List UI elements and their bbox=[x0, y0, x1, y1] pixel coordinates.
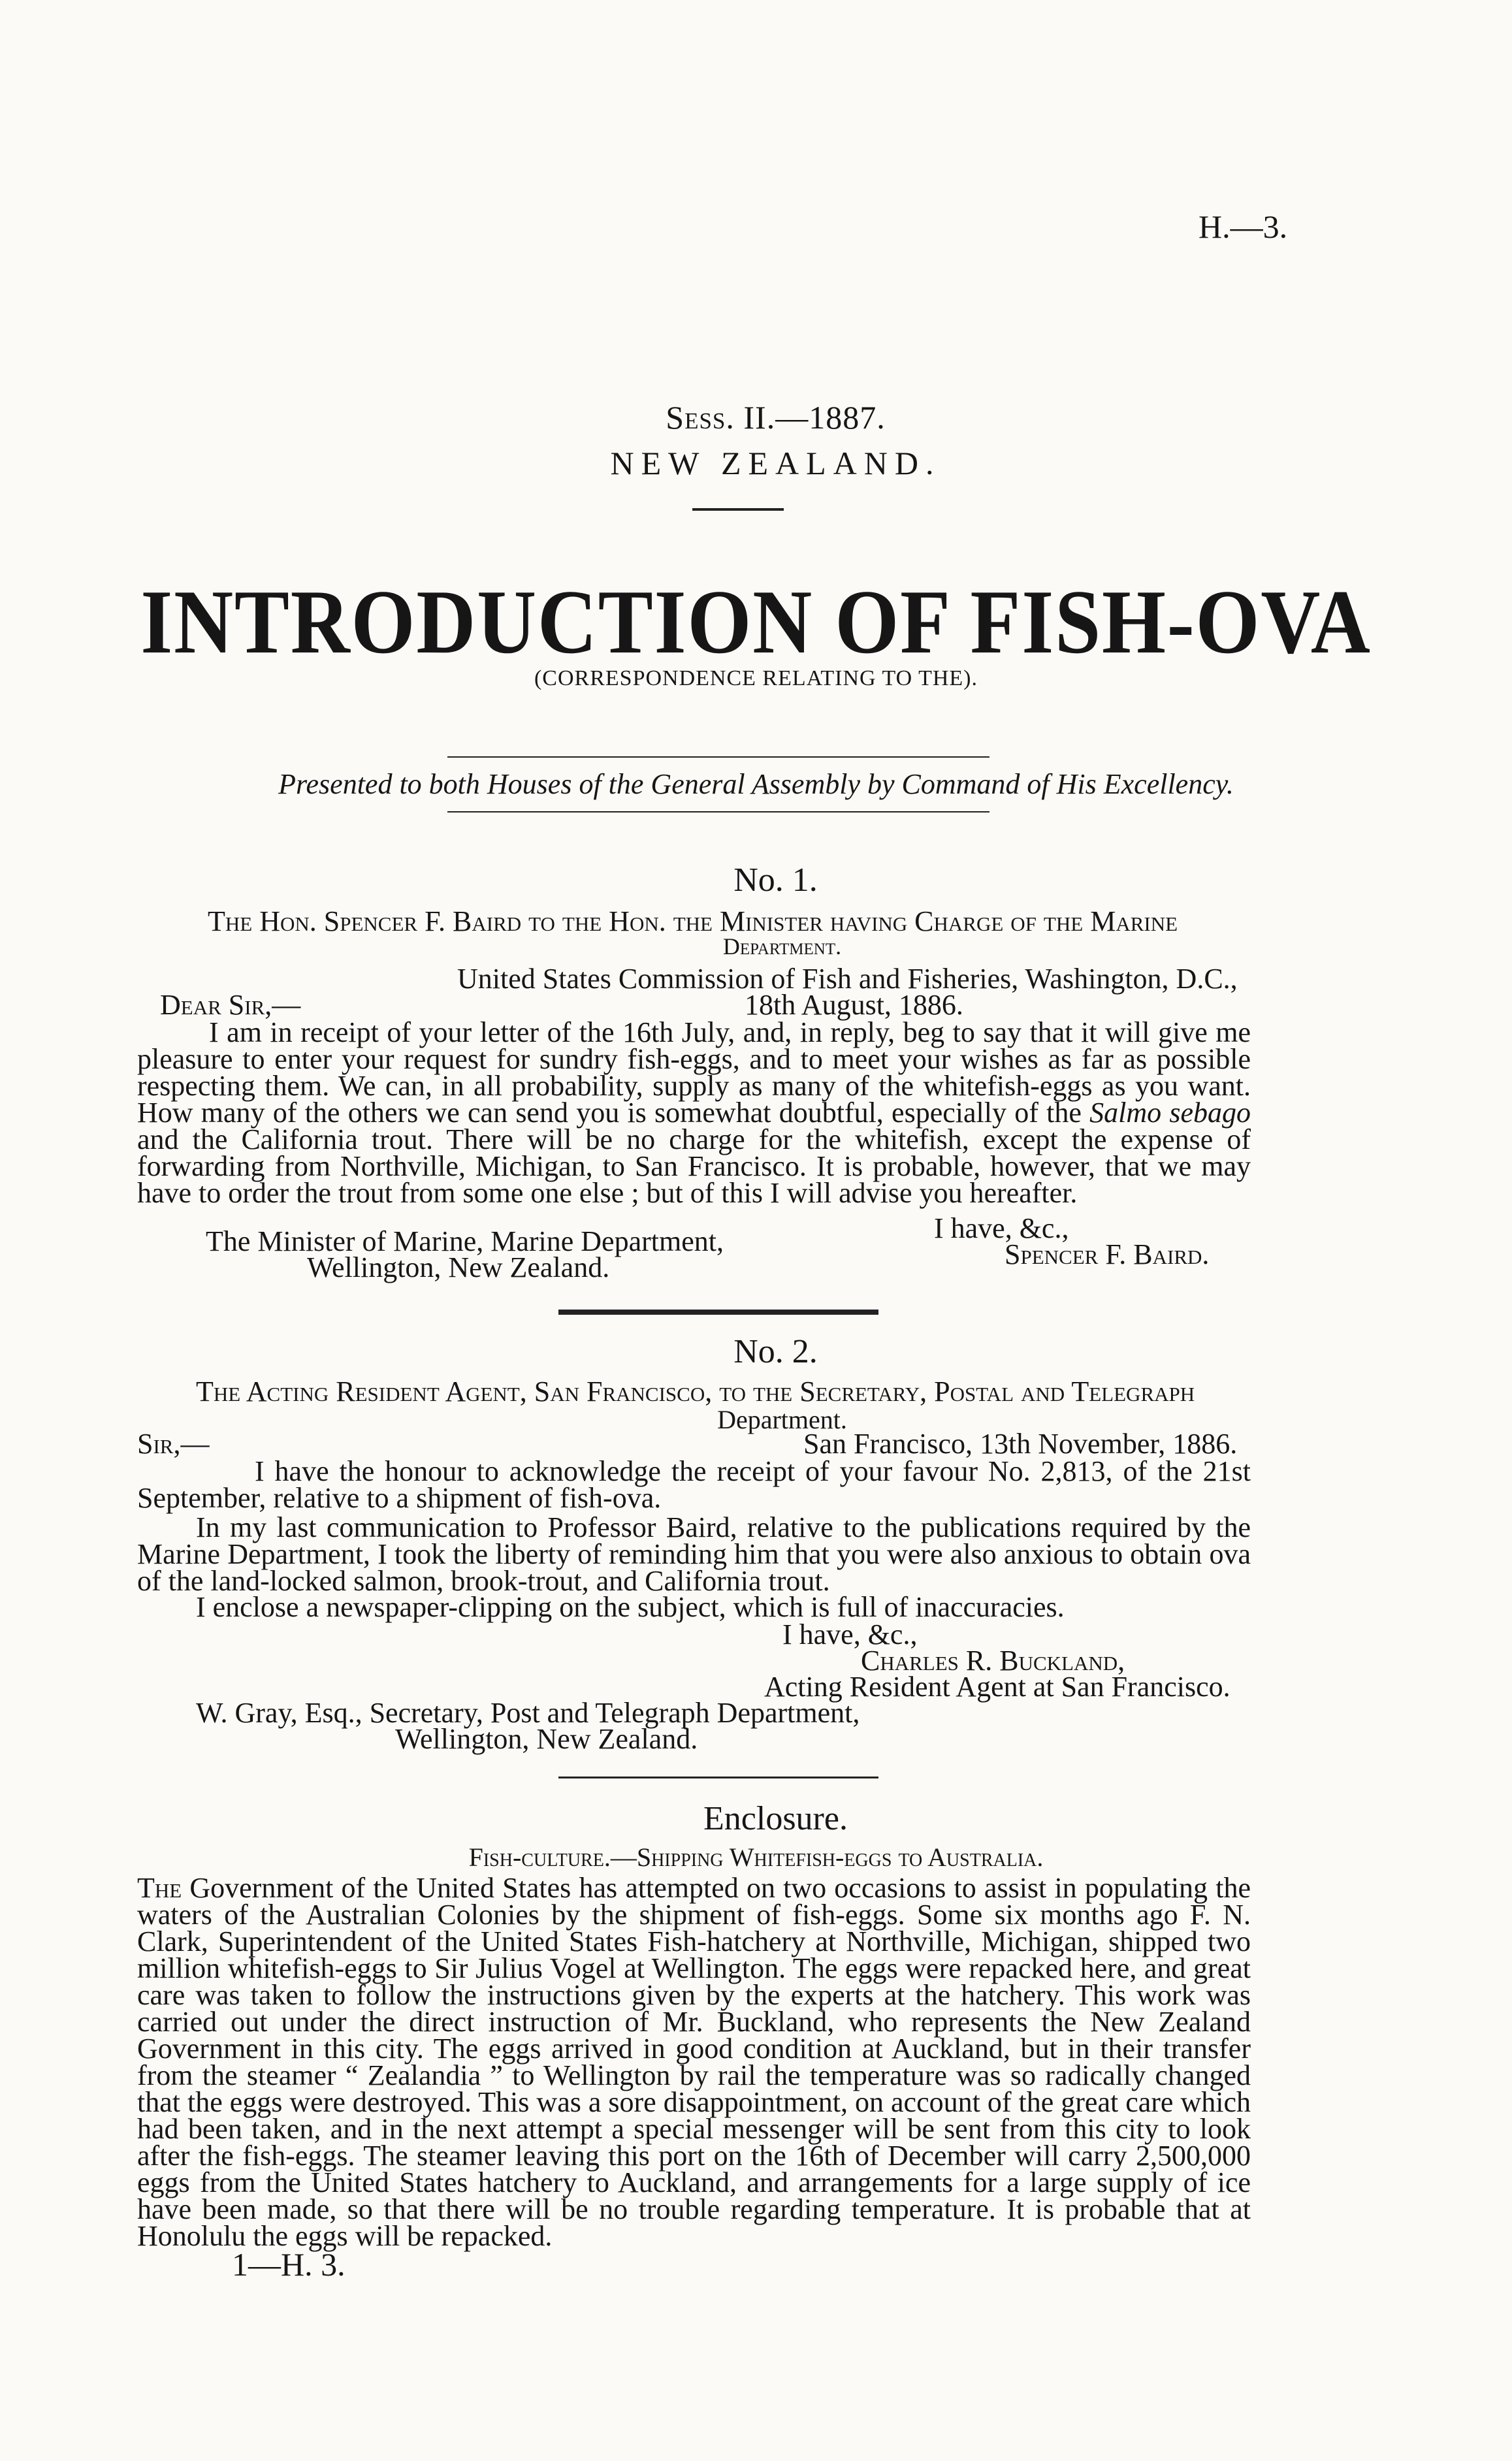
enclosure-body-text: Government of the United States has attempted on two occasions to assist in populating the waters of the Australian Colonies by the shipment of fish-eggs. Some six months ago F. N. Clark, Superintendent of the United States Fish-hatchery at Northville, Michigan, shipped two million whitefish-eggs to Sir Julius Vogel at Wellington. The eggs were repacked here, and great care was taken to follow the instructions given by the experts at the hatchery. This work was carried out under the direct instruction of Mr. Buckland, who represents the New Zealand Government in this city. The eggs arrived in good condition at Auckland, but in their transfer from the steamer “ Zealandia ” to Wellington by rail the temperature was so radically changed that the eggs were destroyed. This was a sore disappointment, on account of the great care which had been taken, and in the next attempt a special messenger will be sent from this city to look after the fish-eggs. The steamer leaving this port on the 16th of December will carry 2,500,000 eggs from the United States hatchery to Auckland, and arrangements for a large supply of ice have been made, so that there will be no trouble regarding temperature. It is probable that at Honolulu the eggs will be repacked. bbox=[137, 1872, 1251, 2252]
signature-mark: 1—H. 3. bbox=[232, 2246, 346, 2283]
title-divider bbox=[692, 508, 784, 511]
letter-2-salutation: Sir,— bbox=[137, 1428, 210, 1460]
letter-2-para2: In my last communication to Professor Baird, relative to the publications required by the Marine Department, I took the liberty of reminding him that you were also anxious to obtain ova of the land-locked salmon, brook-trout, and California trout. bbox=[137, 1511, 1251, 1597]
letter-2-para3: I enclose a newspaper-clipping on the subject, which is full of inaccuracies. bbox=[196, 1591, 1065, 1623]
session-line: Sess. II.—1887. bbox=[666, 399, 886, 436]
letter-1-closing: I have, &c., bbox=[934, 1212, 1069, 1244]
letter-1-signature: Spencer F. Baird. bbox=[1005, 1238, 1210, 1270]
letter-2-heading-line1: The Acting Resident Agent, San Francisco, to the Secretary, Postal and Telegraph bbox=[196, 1375, 1195, 1407]
letter-number-2: No. 2. bbox=[733, 1333, 818, 1370]
enclosure-body-lead: The bbox=[137, 1872, 182, 1904]
letter-2-signature-title: Acting Resident Agent at San Francisco. bbox=[764, 1671, 1231, 1703]
letter-2-addressee-line1: W. Gray, Esq., Secretary, Post and Telegraph Department, bbox=[196, 1697, 860, 1729]
letter-number-1: No. 1. bbox=[733, 861, 818, 899]
document-title: INTRODUCTION OF FISH-OVA bbox=[140, 571, 1372, 673]
letter-divider-1 bbox=[558, 1310, 878, 1315]
letter-2-para1: I have the honour to acknowledge the receipt of your favour No. 2,813, of the 21st September, relative to a shipment of fish-ova. bbox=[137, 1455, 1251, 1514]
letter-2-date: San Francisco, 13th November, 1886. bbox=[803, 1428, 1238, 1460]
letter-1-salutation: Dear Sir,— bbox=[160, 989, 301, 1021]
letter-1-addressee-line1: The Minister of Marine, Marine Department, bbox=[206, 1225, 724, 1257]
enclosure-body bbox=[137, 1872, 1251, 2252]
letter-1-body-part1: I am in receipt of your letter of the 16th July, and, in reply, beg to say that it will give me pleasure to enter your request for sundry fish-eggs, and to meet your wishes as far as possible respecting them. We can, in all probability, supply as many of the whitefish-eggs as you want. How many of the others we can send you is somewhat doubtful, especially of the bbox=[137, 1016, 1251, 1129]
letter-1-date: 18th August, 1886. bbox=[745, 989, 963, 1021]
letter-1-heading-line1: The Hon. Spencer F. Baird to the Hon. the Minister having Charge of the Marine bbox=[208, 905, 1178, 937]
country-line: NEW ZEALAND. bbox=[610, 445, 941, 481]
letter-1-address: United States Commission of Fish and Fisheries, Washington, D.C., bbox=[457, 963, 1238, 995]
letter-1-body-italic: Salmo sebago bbox=[1089, 1097, 1251, 1129]
letter-1-addressee-line2: Wellington, New Zealand. bbox=[307, 1251, 610, 1283]
letter-1-heading-line2: Department. bbox=[722, 933, 842, 959]
page-reference: H.—3. bbox=[1198, 208, 1288, 245]
letter-2-addressee-line2: Wellington, New Zealand. bbox=[395, 1723, 698, 1755]
letter-2-closing: I have, &c., bbox=[782, 1618, 918, 1650]
letter-2-signature: Charles R. Buckland, bbox=[861, 1645, 1125, 1677]
letter-divider-2 bbox=[558, 1777, 878, 1778]
letter-2-heading-line2: Department. bbox=[717, 1405, 847, 1434]
letter-1-body bbox=[137, 1016, 1251, 1209]
presented-rule-top bbox=[447, 756, 989, 758]
presented-statement: Presented to both Houses of the General Assembly by Command of His Excellency. bbox=[278, 768, 1234, 800]
document-subtitle: (CORRESPONDENCE RELATING TO THE). bbox=[534, 666, 978, 690]
enclosure-heading: Enclosure. bbox=[703, 1800, 848, 1837]
presented-rule-bottom bbox=[447, 811, 989, 812]
enclosure-subheading: Fish-culture.—Shipping Whitefish-eggs to Australia. bbox=[468, 1842, 1044, 1872]
letter-1-body-part2: and the California trout. There will be no charge for the whitefish, except the expense of forwarding from Northville, Michigan, to San Francisco. It is probable, however, that we may have to order the trout from some one else ; but of this I will advise you hereafter. bbox=[137, 1123, 1251, 1209]
